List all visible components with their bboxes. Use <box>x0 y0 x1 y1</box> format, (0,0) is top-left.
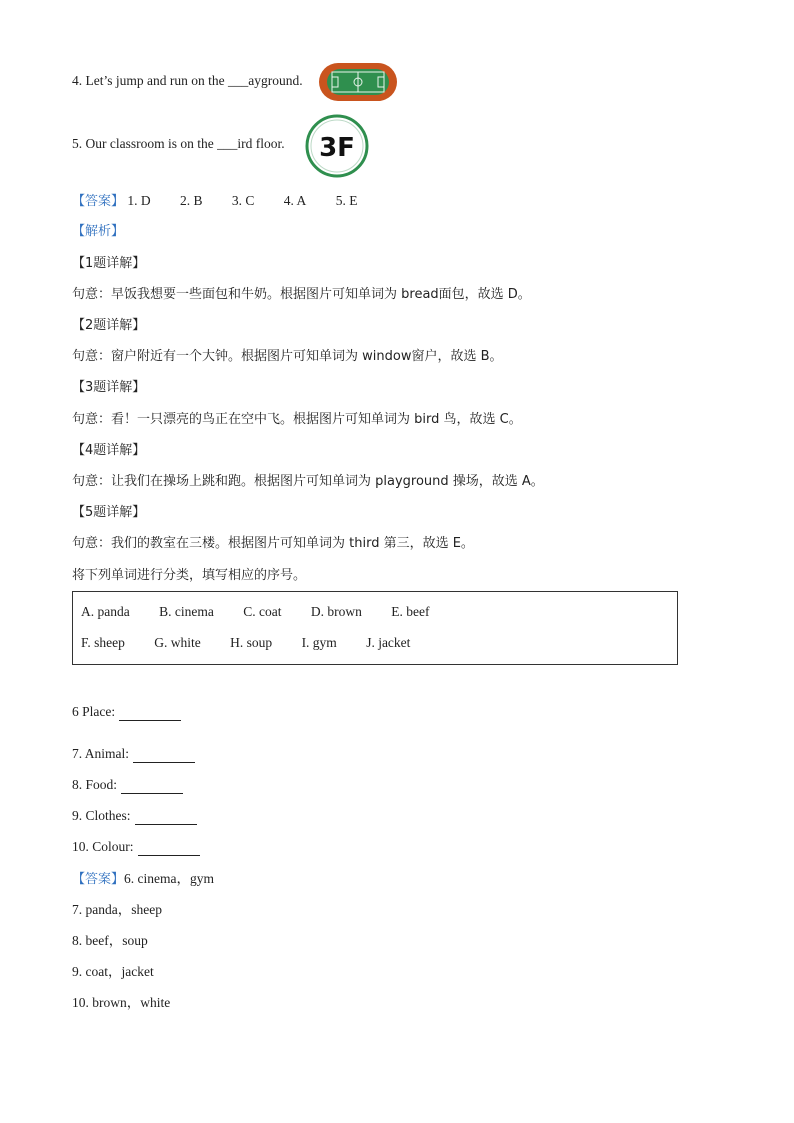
answer-item: 3. C <box>231 193 255 208</box>
detail-title: 【4题详解】 <box>72 443 146 458</box>
word-row <box>81 604 455 620</box>
word-option: A. panda <box>81 604 130 619</box>
instruction: 将下列单词进行分类，填写相应的序号。 <box>72 568 307 583</box>
answer-line: 7. panda，sheep <box>72 902 162 917</box>
word-option: J. jacket <box>366 635 411 650</box>
word-option: H. soup <box>230 635 273 650</box>
category-colour <box>72 838 200 856</box>
word-option: C. coat <box>243 604 282 619</box>
category-label: 8. Food: <box>72 777 118 792</box>
word-option: B. cinema <box>159 604 214 619</box>
detail-title: 【5题详解】 <box>72 505 146 520</box>
category-animal <box>72 745 195 763</box>
detail-title: 【3题详解】 <box>72 380 146 395</box>
category-food <box>72 776 183 794</box>
question-5: 5. Our classroom is on the ___ird floor. <box>72 136 285 151</box>
detail-body: 句意：让我们在操场上跳和跑。根据图片可知单词为 playground 操场，故选 A。 <box>72 474 544 489</box>
playground-image <box>318 62 398 102</box>
badge-text: 3F <box>319 133 355 163</box>
category-label: 9. Clothes: <box>72 808 131 823</box>
category-label: 6 Place: <box>72 704 116 719</box>
third-floor-badge <box>305 114 369 178</box>
answer-item: 2. B <box>180 193 203 208</box>
answer-line: 6. cinema，gym <box>124 871 214 886</box>
answer-blank[interactable] <box>119 706 181 721</box>
answer-row-1 <box>72 192 383 211</box>
answer-line: 10. brown，white <box>72 995 171 1010</box>
category-label: 10. Colour: <box>72 839 134 854</box>
detail-body: 句意：看！一只漂亮的鸟正在空中飞。根据图片可知单词为 bird 鸟，故选 C。 <box>72 412 522 427</box>
category-clothes <box>72 807 197 825</box>
analysis-tag: 【解析】 <box>72 224 125 239</box>
answer-item: 1. D <box>127 193 151 208</box>
category-place <box>72 703 181 721</box>
answer-tag: 【答案】 <box>72 872 125 887</box>
word-option: E. beef <box>391 604 430 619</box>
detail-title: 【2题详解】 <box>72 318 146 333</box>
answer-blank[interactable] <box>138 841 200 856</box>
answer-item: 4. A <box>283 193 307 208</box>
answer-row-2 <box>72 870 214 889</box>
answer-blank[interactable] <box>121 779 183 794</box>
word-option: F. sheep <box>81 635 125 650</box>
answer-blank[interactable] <box>133 748 195 763</box>
word-option: I. gym <box>301 635 337 650</box>
question-4: 4. Let’s jump and run on the ___ayground. <box>72 73 303 88</box>
answer-item: 5. E <box>335 193 358 208</box>
detail-body: 句意：早饭我想要一些面包和牛奶。根据图片可知单词为 bread面包，故选 D。 <box>72 287 531 302</box>
answer-blank[interactable] <box>135 810 197 825</box>
detail-body: 句意：窗户附近有一个大钟。根据图片可知单词为 window窗户，故选 B。 <box>72 349 503 364</box>
category-label: 7. Animal: <box>72 746 129 761</box>
answer-tag: 【答案】 <box>72 194 125 209</box>
word-box <box>72 591 678 665</box>
word-row <box>81 635 436 651</box>
answer-line: 8. beef，soup <box>72 933 148 948</box>
word-option: G. white <box>154 635 201 650</box>
word-option: D. brown <box>310 604 362 619</box>
detail-body: 句意：我们的教室在三楼。根据图片可知单词为 third 第三，故选 E。 <box>72 536 474 551</box>
answer-line: 9. coat，jacket <box>72 964 154 979</box>
detail-title: 【1题详解】 <box>72 256 146 271</box>
